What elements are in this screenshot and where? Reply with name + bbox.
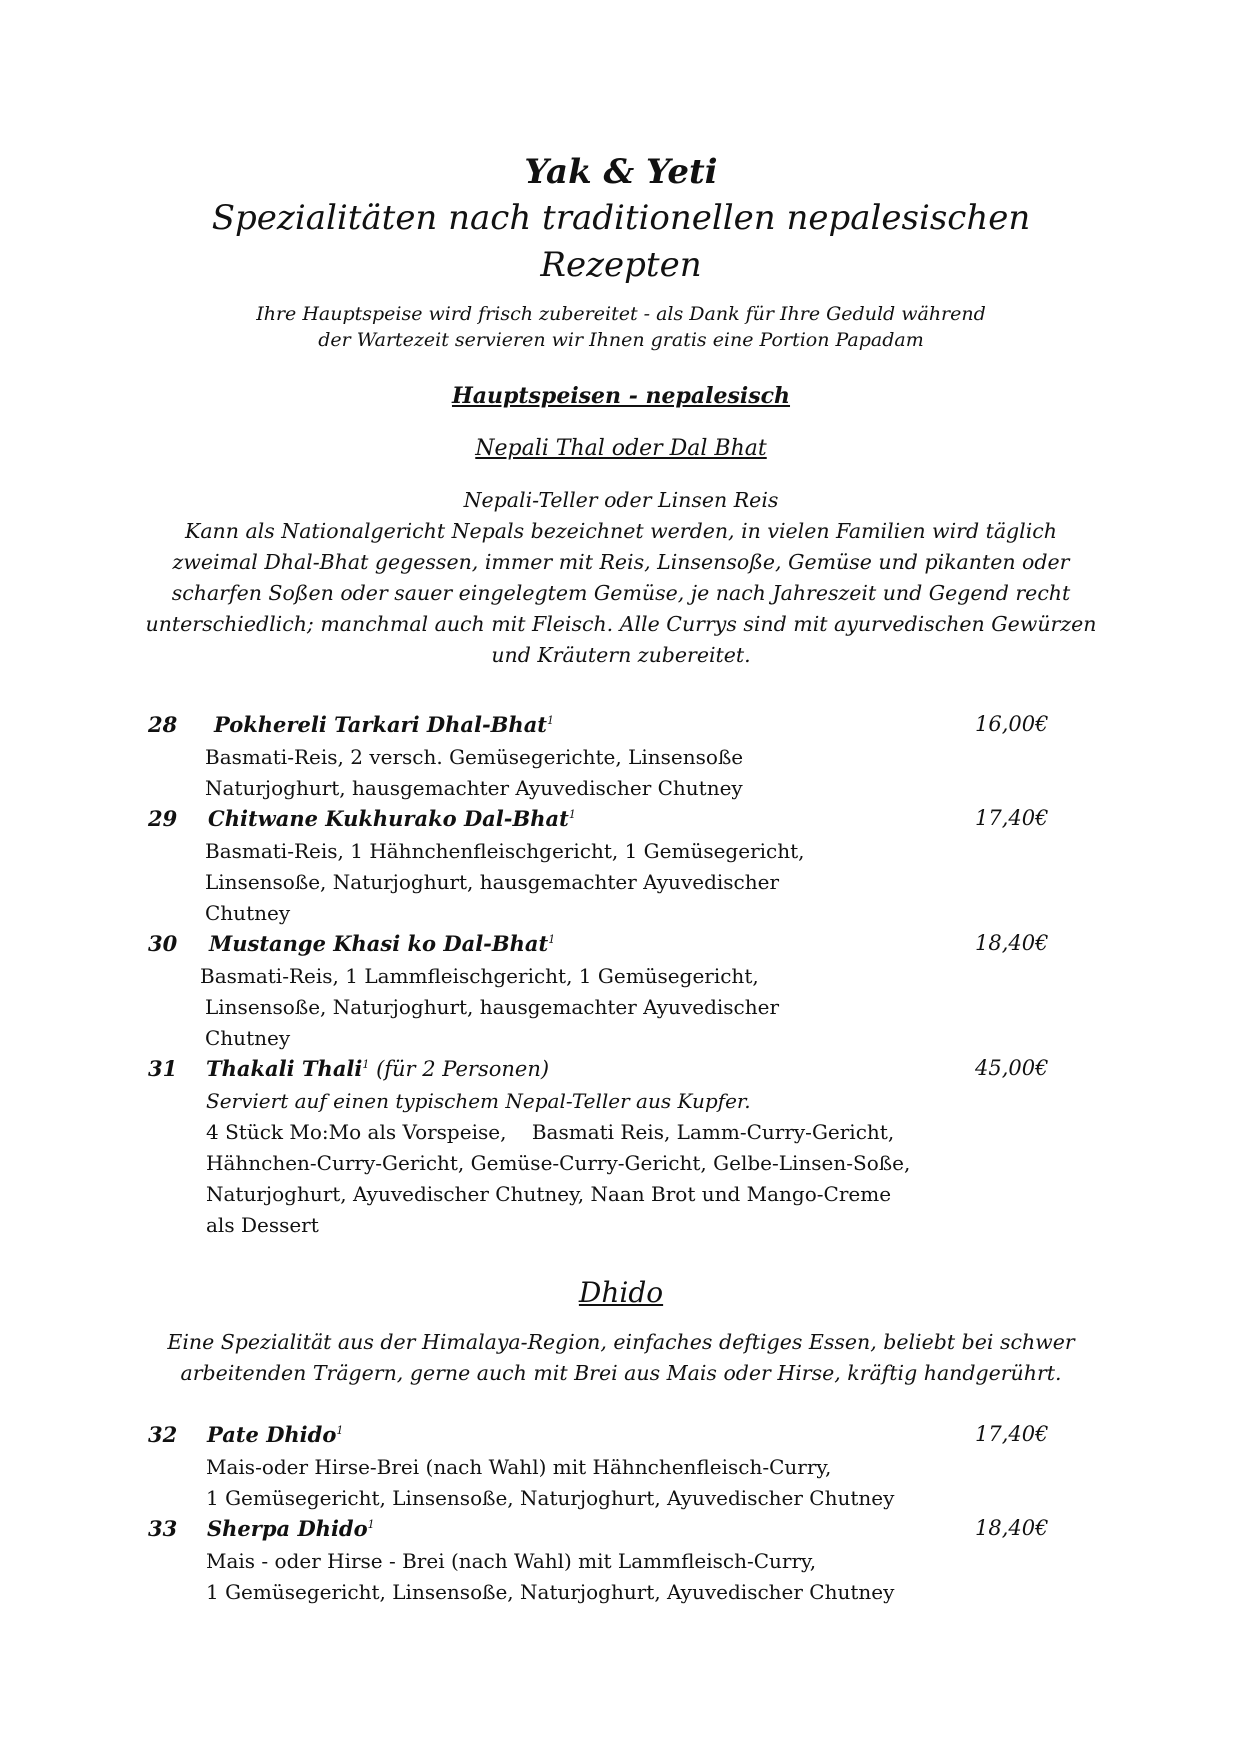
item-description	[206, 1086, 910, 1241]
allergen-marker: 1	[362, 1058, 370, 1071]
item-description	[200, 961, 779, 1054]
intro-line2: der Wartezeit servieren wir Ihnen gratis eine Portion Papadam	[318, 329, 924, 351]
item-number: 32	[148, 1422, 178, 1447]
allergen-marker: 1	[547, 714, 555, 727]
item-line: Mais-oder Hirse-Brei (nach Wahl) mit Hähnchenfleisch-Curry,	[206, 1455, 832, 1479]
item-line: Naturjoghurt, hausgemachter Ayuvedischer Chutney	[205, 776, 743, 800]
desc-line: zweimal Dhal-Bhat gegessen, immer mit Reis, Linsensoße, Gemüse und pikanten oder	[172, 550, 1070, 574]
desc-line: scharfen Soßen oder sauer eingelegtem Gemüse, je nach Jahreszeit und Gegend recht	[171, 581, 1071, 605]
menu-subtitle-line2: Rezepten	[540, 245, 702, 285]
desc-line: Nepali-Teller oder Linsen Reis	[463, 488, 779, 512]
item-name-text: Pokhereli Tarkari Dhal-Bhat	[214, 712, 548, 737]
section-dhido-description	[0, 1327, 1242, 1389]
item-line: Linsensoße, Naturjoghurt, hausgemachter Ayuvedischer	[205, 995, 780, 1019]
item-price: 45,00€	[975, 1056, 1049, 1080]
item-description	[206, 1546, 894, 1608]
item-price: 17,40€	[975, 1422, 1049, 1446]
item-price: 16,00€	[975, 712, 1049, 736]
item-name-text: Thakali Thali	[206, 1056, 363, 1081]
item-line: Basmati-Reis, 1 Lammfleischgericht, 1 Gemüsegericht,	[200, 964, 759, 988]
item-name-text: Sherpa Dhido	[207, 1516, 368, 1541]
allergen-marker: 1	[548, 933, 556, 946]
item-price: 18,40€	[975, 1516, 1049, 1540]
item-line-serving: Serviert auf einen typischem Nepal-Teller aus Kupfer.	[206, 1089, 751, 1113]
item-line: Chutney	[205, 1026, 291, 1050]
section-subheading-dal-bhat: Nepali Thal oder Dal Bhat	[475, 436, 767, 461]
item-name-suffix: (für 2 Personen)	[369, 1057, 550, 1081]
item-line: Naturjoghurt, Ayuvedischer Chutney, Naan Brot und Mango-Creme	[206, 1182, 892, 1206]
item-line: Linsensoße, Naturjoghurt, hausgemachter Ayuvedischer	[205, 870, 780, 894]
menu-title: Yak & Yeti	[524, 152, 718, 192]
intro-line1: Ihre Hauptspeise wird frisch zubereitet - als Dank für Ihre Geduld während	[256, 303, 986, 325]
item-line: als Dessert	[206, 1213, 319, 1237]
desc-line: arbeitenden Trägern, gerne auch mit Brei aus Mais oder Hirse, kräftig handgerührt.	[180, 1361, 1062, 1385]
section-main-description	[0, 485, 1242, 671]
item-number: 33	[148, 1516, 178, 1541]
section-heading-dhido: Dhido	[578, 1276, 664, 1309]
item-line: 4 Stück Mo:Mo als Vorspeise, Basmati Reis, Lamm-Curry-Gericht,	[206, 1120, 895, 1144]
item-line: 1 Gemüsegericht, Linsensoße, Naturjoghurt, Ayuvedischer Chutney	[206, 1486, 895, 1510]
item-name	[209, 931, 555, 956]
item-description	[205, 836, 805, 929]
item-line: Hähnchen-Curry-Gericht, Gemüse-Curry-Gericht, Gelbe-Linsen-Soße,	[206, 1151, 911, 1175]
desc-line: unterschiedlich; manchmal auch mit Fleisch. Alle Currys sind mit ayurvedischen Gewürzen	[145, 612, 1097, 636]
desc-line: Eine Spezialität aus der Himalaya-Region, einfaches deftiges Essen, beliebt bei schwer	[167, 1330, 1075, 1354]
item-name-text: Mustange Khasi ko Dal-Bhat	[209, 931, 549, 956]
item-number: 29	[148, 806, 178, 831]
item-name	[207, 1516, 375, 1541]
item-name-text: Pate Dhido	[207, 1422, 337, 1447]
item-name	[206, 1056, 549, 1081]
item-line: Basmati-Reis, 2 versch. Gemüsegerichte, Linsensoße	[205, 745, 744, 769]
desc-line: Kann als Nationalgericht Nepals bezeichnet werden, in vielen Familien wird täglich	[185, 519, 1057, 543]
item-number: 31	[148, 1056, 178, 1081]
item-description	[205, 742, 743, 804]
allergen-marker: 1	[568, 808, 576, 821]
item-description	[206, 1452, 894, 1514]
item-name	[208, 806, 576, 831]
item-number: 28	[148, 712, 178, 737]
menu-subtitle-line1: Spezialitäten nach traditionellen nepalesischen	[211, 198, 1031, 238]
item-line: 1 Gemüsegericht, Linsensoße, Naturjoghurt, Ayuvedischer Chutney	[206, 1580, 895, 1604]
item-name-text: Chitwane Kukhurako Dal-Bhat	[208, 806, 569, 831]
desc-line: und Kräutern zubereitet.	[491, 643, 751, 667]
item-line: Chutney	[205, 901, 291, 925]
allergen-marker: 1	[336, 1424, 344, 1437]
section-heading-main: Hauptspeisen - nepalesisch	[451, 383, 791, 409]
item-price: 17,40€	[975, 806, 1049, 830]
item-name	[214, 712, 554, 737]
item-name	[207, 1422, 343, 1447]
item-price: 18,40€	[975, 931, 1049, 955]
item-line: Basmati-Reis, 1 Hähnchenfleischgericht, 1 Gemüsegericht,	[205, 839, 805, 863]
item-number: 30	[148, 931, 178, 956]
item-line: Mais - oder Hirse - Brei (nach Wahl) mit Lammfleisch-Curry,	[206, 1549, 817, 1573]
allergen-marker: 1	[367, 1518, 375, 1531]
